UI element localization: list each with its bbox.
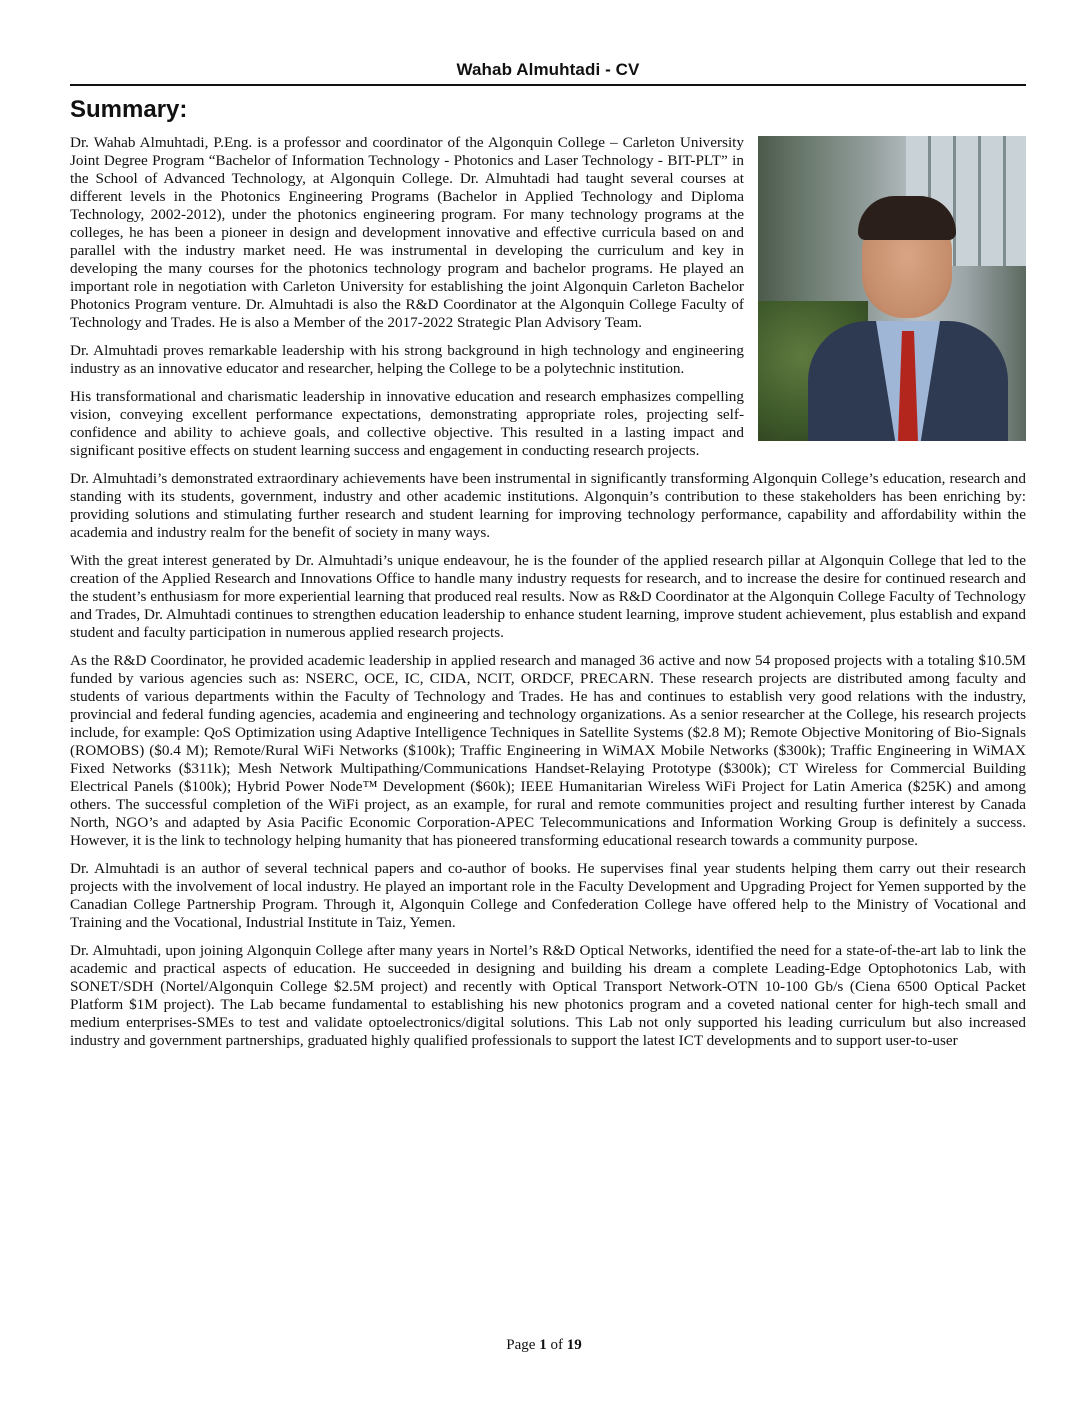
summary-paragraph-6: As the R&D Coordinator, he provided academic leadership in applied research and managed 36 active and now 54 proposed projects with a totaling $10.5M funded by various agencies such as: NSERC, OCE, IC, CIDA, NCIT, ORDCF, PRECARN. These research projects are distributed among faculty and students of various departments within the Faculty of Technology and Trades. He has and continues to establish very good relations with the industry, provincial and federal funding agencies, academia and engineering and technology organizations. As a senior researcher at the College, his research projects include, for example: QoS Optimization using Adaptive Intelligence Techniques in Satellite Systems ($2.8 M); Remote Objective Monitoring of Bio-Signals (ROMOBS) ($0.4 M); Remote/Rural WiFi Networks ($100k); Traffic Engineering in WiMAX Mobile Networks ($300k); Traffic Engineering in WiMAX Fixed Networks ($311k); Mesh Network Multipathing/Communications Handset-Relaying Prototype ($300k); CT Wireless for Commercial Building Electrical Panels ($100k); Hybrid Power Node™ Development ($60k); IEEE Humanitarian Wireless WiFi Project for Latin America ($25K) and among others. The successful completion of the WiFi project, as an example, for rural and remote communities project and resulting further interest by Canada North, NGO’s and adapted by Asia Pacific Economic Corporation-APEC Telecommunications and Information Working Group is definitely a success. However, it is the link to technology helping humanity that has pioneered transforming educational research towards a community purpose. (70, 652, 1026, 849)
summary-paragraph-5: With the great interest generated by Dr. Almuhtadi’s unique endeavour, he is the founder of the applied research pillar at Algonquin College that led to the creation of the Applied Research and Innovations Office to handle many industry requests for research, and to increase the desire for continued research and the student’s enthusiasm for more experiential learning that produced real results. Now as R&D Coordinator at the Algonquin College Faculty of Technology and Trades, Dr. Almuhtadi continues to strengthen education leadership to enhance student learning, improve student achievement, plus establish and expand student and faculty participation in numerous applied research projects. (70, 552, 1026, 641)
section-heading-summary: Summary: (70, 96, 188, 123)
photo-hair (858, 196, 956, 240)
footer-page-word: Page (506, 1337, 536, 1353)
summary-intro (70, 134, 1026, 378)
portrait-photo (758, 136, 1026, 441)
summary-paragraph-2: Dr. Almuhtadi proves remarkable leadership with his strong background in high technology and engineering industry as an innovative educator and researcher, helping the College to be a polytechnic institution. (70, 342, 744, 377)
summary-paragraph-7: Dr. Almuhtadi is an author of several technical papers and co-author of books. He supervises final year students helping them carry out their research projects with the involvement of local industry. He played an important role in the Faculty Development and Upgrading Project for Yemen supported by the Canadian College Partnership Program. Through it, Algonquin College and Confederation College have offered help to the Ministry of Vocational and Training and the Vocational, Industrial Institute in Taiz, Yemen. (70, 860, 1026, 931)
cv-page (70, 60, 1026, 1060)
footer-of-word: of (550, 1337, 563, 1353)
summary-paragraph-4: Dr. Almuhtadi’s demonstrated extraordinary achievements have been instrumental in significantly transforming Algonquin College’s education, research and standing with its students, government, industry and other academic institutions. Algonquin’s contribution to these stakeholders has been enriching by: providing solutions and stimulating further research and student learning for improving technology performance, capability and affordability within the academia and industry realm for the benefit of society in many ways. (70, 470, 1026, 541)
footer-current-page: 1 (539, 1337, 547, 1353)
document-header-title: Wahab Almuhtadi - CV (70, 60, 1026, 86)
footer-total-pages: 19 (566, 1337, 582, 1353)
summary-paragraph-8: Dr. Almuhtadi, upon joining Algonquin College after many years in Nortel’s R&D Optical Networks, identified the need for a state-of-the-art lab to link the academic and practical aspects of education. He succeeded in designing and building his dream a complete Leading-Edge Optophotonics Lab, with SONET/SDH (Nortel/Algonquin College $2.5M project) and recently with Optical Transport Network-OTN 10-100 Gb/s (Ciena 6500 Optical Packet Platform $1M project). The Lab became fundamental to establishing his new photonics program and a coveted national center for high-tech small and medium enterprises-SMEs to test and validate optoelectronics/digital solutions. This Lab not only supported his leading curriculum but also increased industry and government partnerships, graduated highly qualified professionals to support the latest ICT developments and to support user-to-user (70, 942, 1026, 1049)
summary-paragraph-3: His transformational and charismatic leadership in innovative education and research emphasizes compelling vision, conveying excellent performance expectations, demonstrating appropriate roles, projecting self-confidence and ability to achieve goals, and collective objective. This resulted in a lasting impact and significant positive effects on student learning success and engagement in conducting research projects. (70, 388, 744, 459)
page-footer (0, 1337, 1088, 1354)
summary-paragraph-1: Dr. Wahab Almuhtadi, P.Eng. is a professor and coordinator of the Algonquin College – Carleton University Joint Degree Program “Bachelor of Information Technology - Photonics and Laser Technology - BIT-PLT” in the School of Advanced Technology, at Algonquin College. Dr. Almuhtadi had taught several courses at different levels in the Photonics Engineering Programs (Bachelor in Applied Technology and Diploma Technology, 2002-2012), under the photonics engineering program. For many technology programs at the colleges, he has been a pioneer in design and development innovative and effective curricula based on and parallel with the industry market need. He was instrumental in developing the curriculum and key in developing the many courses for the photonics technology program and bachelor programs. He played an important role in negotiation with Carleton University for establishing the joint Algonquin Carleton Bachelor Photonics Program venture. Dr. Almuhtadi is also the R&D Coordinator at the Algonquin College Faculty of Technology and Trades. He is also a Member of the 2017-2022 Strategic Plan Advisory Team. (70, 134, 744, 331)
